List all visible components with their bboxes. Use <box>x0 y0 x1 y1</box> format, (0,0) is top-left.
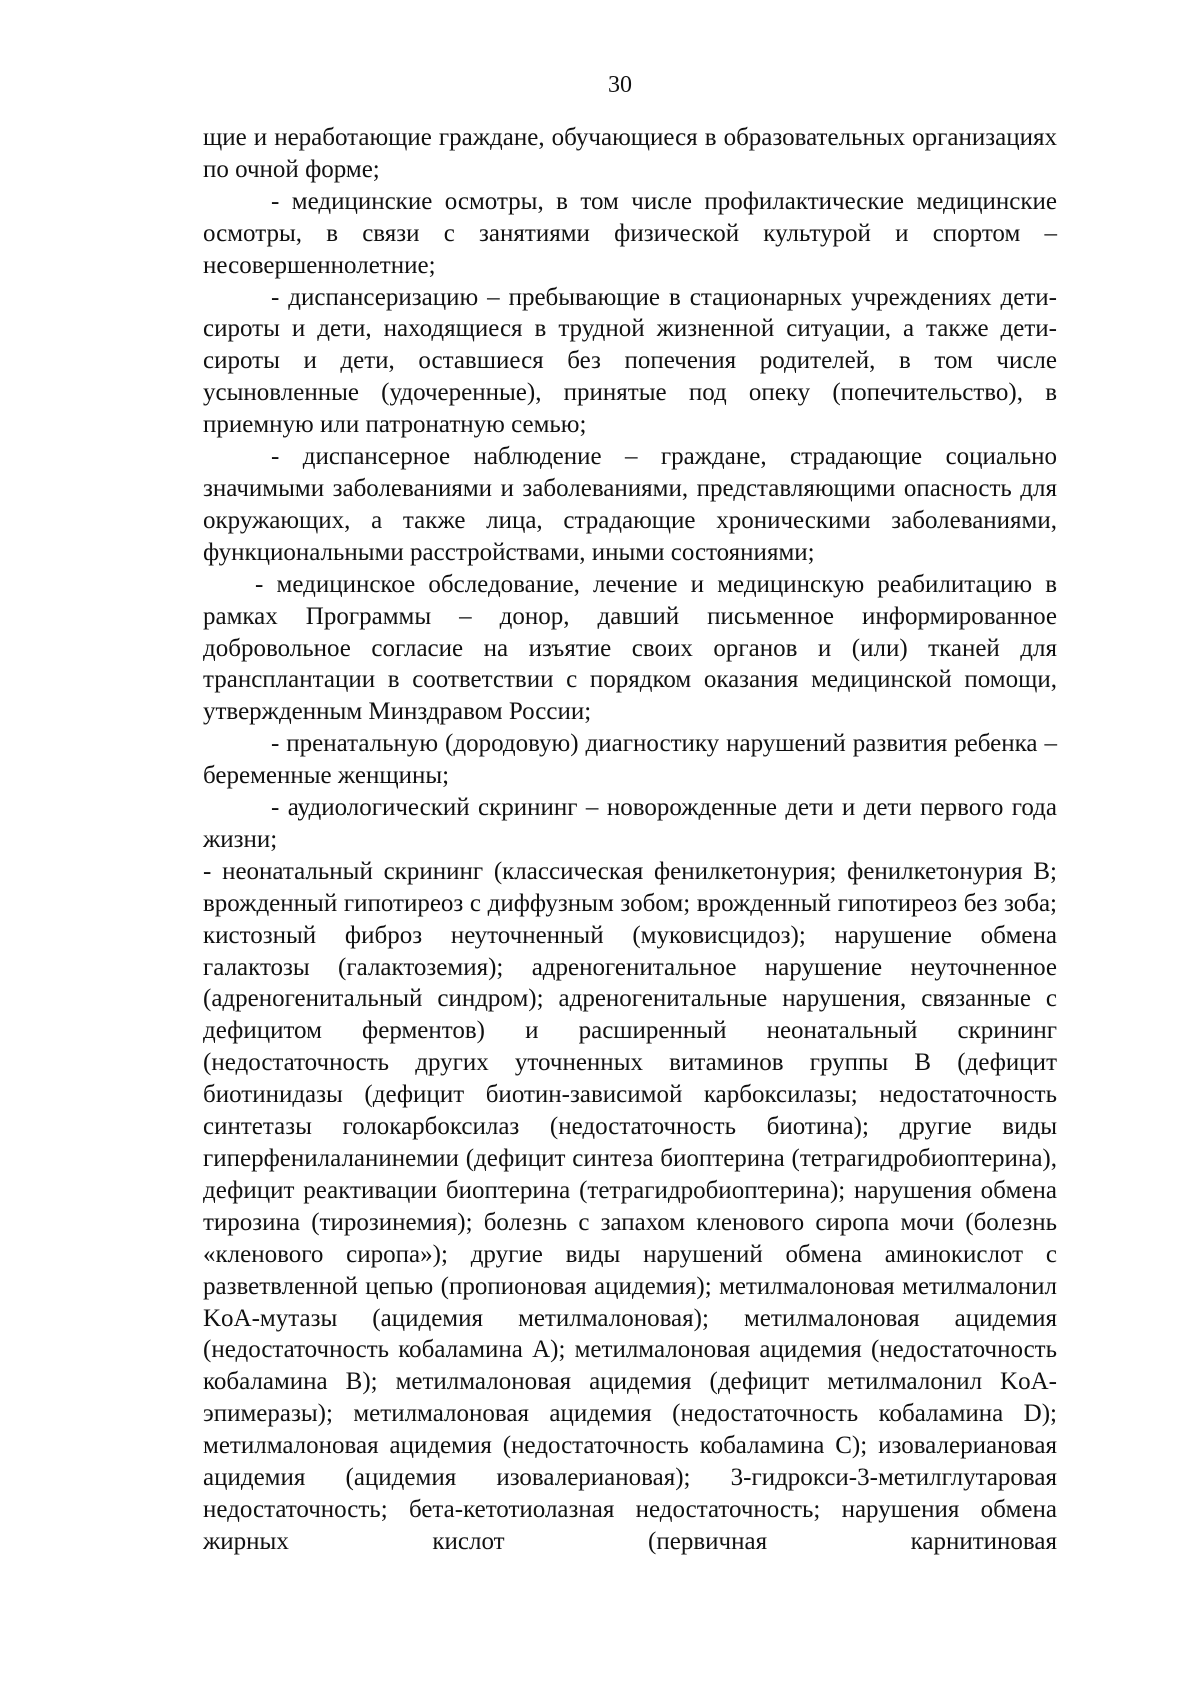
paragraph-donor-examination: - медицинское обследование, лечение и медицинскую реабилитацию в рамках Программы – донор, давший письменное информированное добровольное согласие на изъятие своих органов и (или) тканей для трансплантации в соответствии с порядком оказания медицинской помощи, утвержденным Минздравом России; <box>203 570 1057 726</box>
paragraph-medical-exams: - медицинские осмотры, в том числе профилактические медицинские осмотры, в связи с занятиями физической культурой и спортом – несовершеннолетние; <box>203 187 1057 279</box>
paragraph-neonatal-screening: - неонатальный скрининг (классическая фенилкетонурия; фенилкетонурия B; врожденный гипотиреоз с диффузным зобом; врожденный гипотиреоз без зоба; кистозный фиброз неуточненный (муковисцидоз); нарушение обмена галактозы (галактоземия); адреногенитальное нарушение неуточненное (адреногенитальный синдром); адреногенитальные нарушения, связанные с дефицитом ферментов) и расширенный неонатальный скрининг (недостаточность других уточненных витаминов группы B (дефицит биотинидазы (дефицит биотин-зависимой карбоксилазы; недостаточность синтетазы голокарбоксилаз (недостаточность биотина); другие виды гиперфенилаланинемии (дефицит синтеза биоптерина (тетрагидробиоптерина), дефицит реактивации биоптерина (тетрагидробиоптерина); нарушения обмена тирозина (тирозинемия); болезнь с запахом кленового сиропа мочи (болезнь «кленового сиропа»); другие виды нарушений обмена аминокислот с разветвленной цепью (пропионовая ацидемия); метилмалоновая метилмалонил KoA-мутазы (ацидемия метилмалоновая); метилмалоновая ацидемия (недостаточность кобаламина A); метилмалоновая ацидемия (недостаточность кобаламина B); метилмалоновая ацидемия (дефицит метилмалонил KoA-эпимеразы); метилмалоновая ацидемия (недостаточность кобаламина D); метилмалоновая ацидемия (недостаточность кобаламина C); изовалериановая ацидемия (ацидемия изовалериановая); 3-гидрокси-3-метилглутаровая недостаточность; бета-кетотиолазная недостаточность; нарушения обмена жирных кислот (первичная карнитиновая <box>203 857 1057 1555</box>
paragraph-dispensarization: - диспансеризацию – пребывающие в стационарных учреждениях дети-сироты и дети, находящиеся в трудной жизненной ситуации, а также дети-сироты и дети, оставшиеся без попечения родителей, в том числе усыновленные (удочеренные), принятые под опеку (попечительство), в приемную или патронатную семью; <box>203 283 1057 439</box>
paragraph-continuation: щие и неработающие граждане, обучающиеся в образовательных организациях по очной форме; <box>203 124 1057 183</box>
paragraph-dispensary-observation: - диспансерное наблюдение – граждане, страдающие социально значимыми заболеваниями и заболеваниями, представляющими опасность для окружающих, а также лица, страдающие хроническими заболеваниями, функциональными расстройствами, иными состояниями; <box>203 443 1057 566</box>
paragraph-audiology-screening: - аудиологический скрининг – новорожденные дети и дети первого года жизни; <box>203 794 1057 853</box>
paragraph-prenatal-diagnostics: - пренатальную (дородовую) диагностику нарушений развития ребенка – беременные женщины; <box>203 730 1057 790</box>
document-body <box>203 122 1057 1558</box>
page-number: 30 <box>608 72 632 98</box>
